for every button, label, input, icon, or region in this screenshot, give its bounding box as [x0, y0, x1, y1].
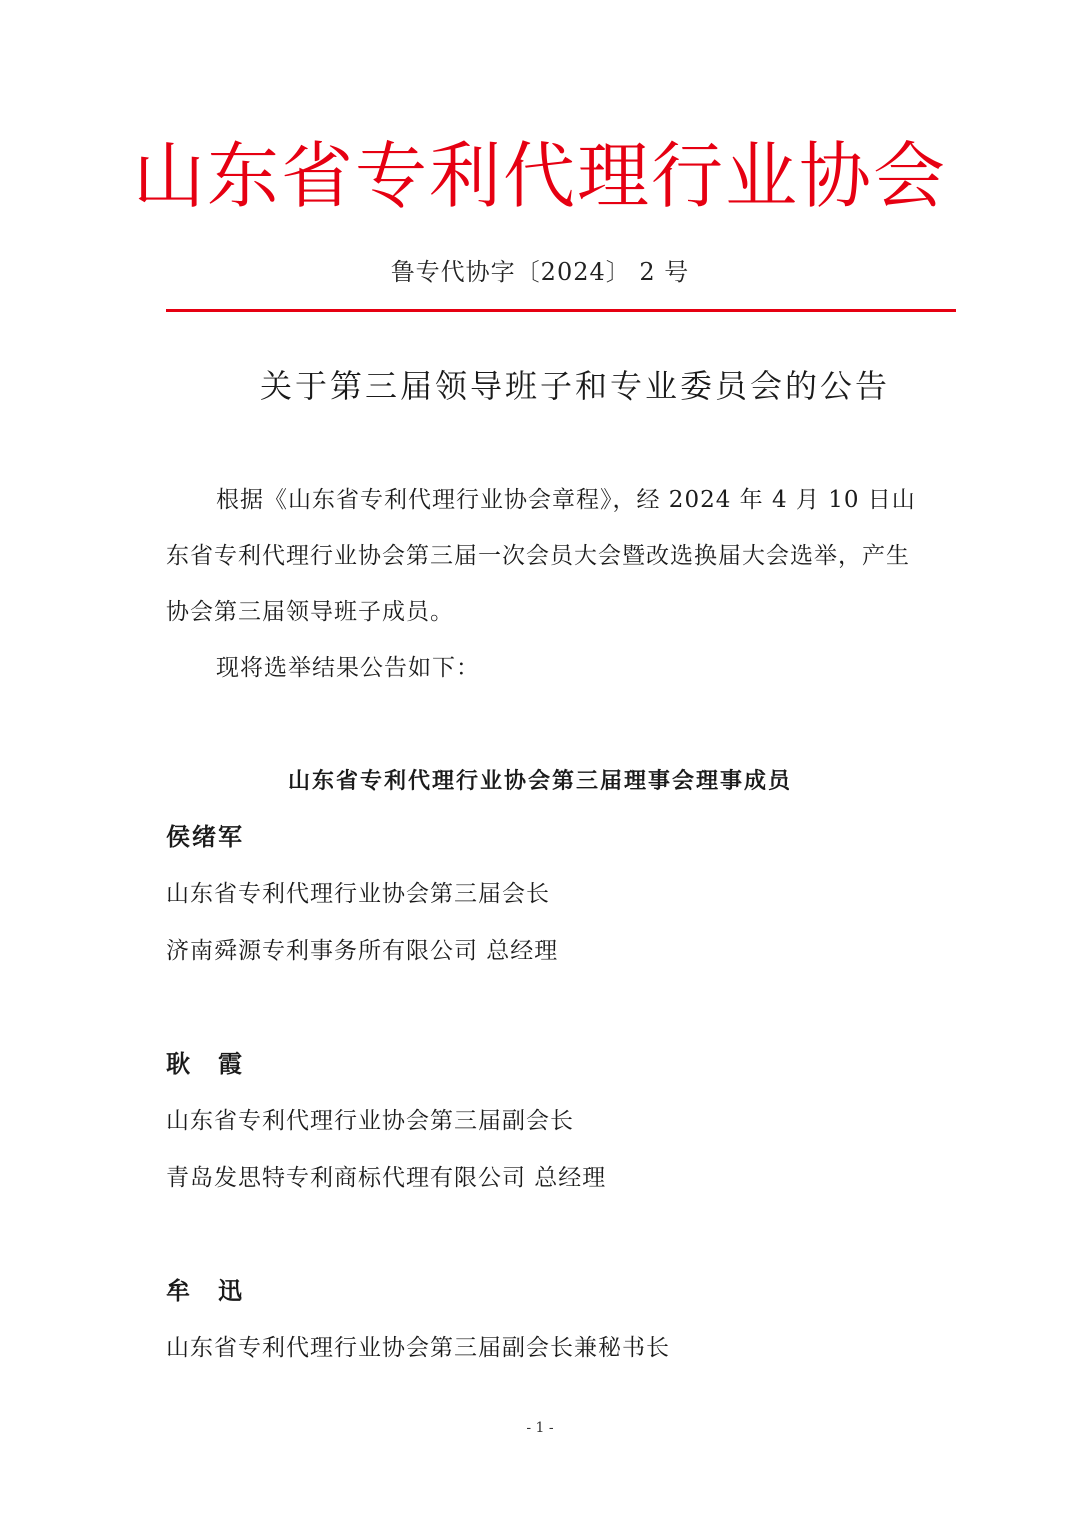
notice-paragraph-results: 现将选举结果公告如下： [216, 655, 480, 681]
member-name: 耿 霞 [166, 1050, 244, 1078]
page-number: - 1 - [526, 1420, 554, 1436]
member-role: 山东省专利代理行业协会第三届副会长兼秘书长 [166, 1335, 670, 1361]
council-member [166, 1048, 946, 1219]
council-section-heading: 山东省专利代理行业协会第三届理事会理事成员 [287, 769, 792, 794]
member-name: 侯绪军 [166, 823, 244, 851]
member-role: 山东省专利代理行业协会第三届副会长 [166, 1108, 574, 1134]
organization-header: 山东省专利代理行业协会 [132, 134, 947, 218]
council-member [166, 1275, 946, 1389]
member-affiliation: 济南舜源专利事务所有限公司 总经理 [166, 938, 559, 964]
member-affiliation: 青岛发思特专利商标代理有限公司 总经理 [166, 1165, 607, 1191]
notice-title: 关于第三届领导班子和专业委员会的公告 [259, 367, 890, 405]
notice-paragraph-intro: 根据《山东省专利代理行业协会章程》，经 2024 年 4 月 10 日山东省专利代理行业协会第三届一次会员大会暨改选换届大会选举，产生协会第三届领导班子成员。 [166, 487, 916, 625]
member-role: 山东省专利代理行业协会第三届会长 [166, 881, 550, 907]
member-name: 牟 迅 [166, 1277, 244, 1305]
red-divider-line [166, 309, 956, 312]
council-member [166, 821, 946, 992]
document-number: 鲁专代协字〔2024〕 2 号 [390, 258, 690, 286]
